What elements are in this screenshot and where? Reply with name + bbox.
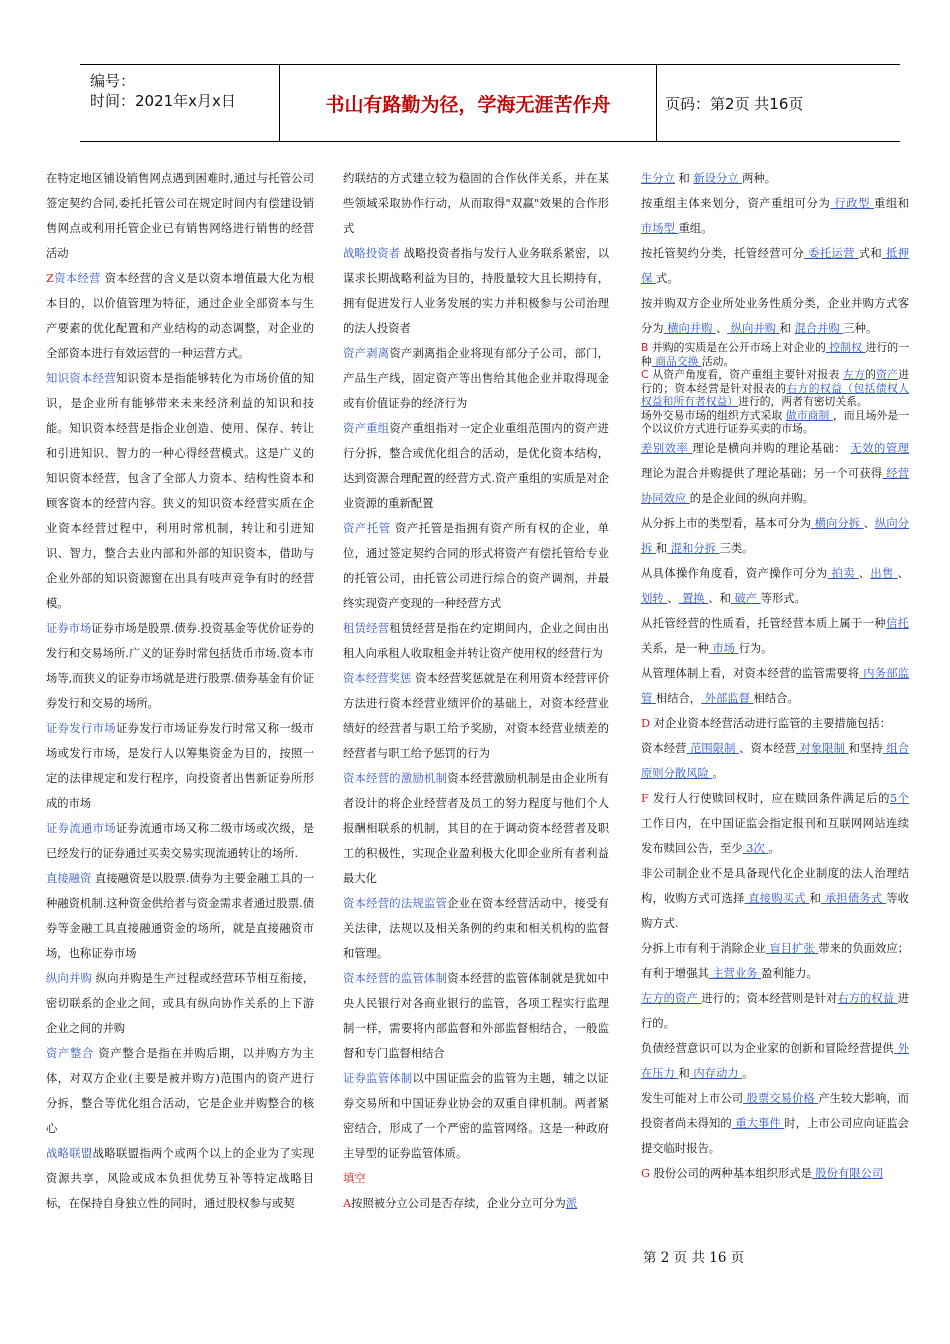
term-title: 资产剥离 (343, 347, 390, 360)
paragraph (46, 166, 314, 266)
term-title: 战略投资者 (343, 247, 401, 260)
question-text: 理论是横向并购的理论基础： (692, 441, 851, 455)
question-text: 和 (655, 541, 668, 555)
definition-text: 在特定地区铺设销售网点遇到困难时,通过与托管公司签定契约合同,委托托管公司在规定时间内有偿建设销售网点或利用托管企业已有销售网络进行销售的经营活动 (46, 172, 314, 260)
term-title: 证券流通市场 (46, 822, 117, 835)
column-left (46, 166, 314, 1216)
fill-in-item (641, 661, 909, 711)
answer-blank: 组合原则分散风险 (641, 741, 909, 780)
term-title: 资本经营 (53, 272, 101, 285)
definition-text: 资产整合是指在并购后期，以并购方为主体，对双方企业(主要是被并购方)范围内的资产进行分拆，整合等优化组合活动，它是企业并购整合的核心 (46, 1047, 314, 1135)
page-header (80, 64, 900, 142)
section-letter: G (641, 1166, 654, 1180)
question-text: 进行的。 (641, 991, 910, 1030)
question-text: 式和 (858, 247, 883, 260)
question-text: 进行的一种 (641, 341, 909, 368)
term-title: 直接融资 (46, 872, 92, 885)
question-text: 从资产角度看，资产重组主要针对报表 (652, 368, 844, 381)
term-title: 战略联盟 (46, 1147, 93, 1160)
question-text: 按托管契约分类，托管经营可分 (641, 247, 805, 260)
term-title: 资产整合 (46, 1047, 95, 1060)
fill-in-item (641, 368, 909, 409)
question-text: 相结合。 (753, 691, 799, 705)
definition-text: 资产剥离指企业将现有部分子公司，部门，产品生产线，固定资产等出售给其他企业并取得现金或有价值证券的经济行为 (343, 347, 609, 410)
question-text: 和 (674, 172, 694, 185)
question-text: 。 (712, 766, 724, 780)
answer-blank: 出售 (870, 566, 898, 580)
definition-text: 以中国证监会的监管为主题，辅之以证券交易所和中国证券业协会的双重自律机制。两者紧密结合，形成了一个严密的监管网络。这是一种政府主导型的证券监管体质。 (343, 1072, 609, 1160)
answer-blank: 横向分拆 (811, 516, 864, 530)
question-text: 、资本经营 (739, 741, 796, 755)
question-text: 关系，是一种 (641, 641, 709, 655)
paragraph (343, 666, 609, 766)
question-text: 行为。 (738, 641, 773, 655)
answer-blank: 委托运营 (804, 247, 859, 260)
term-title: 证券监管体制 (343, 1072, 413, 1085)
section-letter: B (641, 341, 652, 354)
answer-blank: 纵向分拆 (641, 516, 909, 555)
term-title: 资本经营的法规监管 (343, 897, 448, 910)
definition-text: 资本经营奖惩就是在利用资本经营评价方法进行资本经营业绩评价的基础上，对资本经营业绩好的经营者与职工给予奖励，对资本经营业绩差的经营者与职工给予惩罚的行为 (343, 672, 609, 760)
term-title: 证券市场 (46, 622, 92, 635)
paragraph (46, 966, 314, 1041)
question-text: 等收购方式. (641, 891, 909, 930)
answer-blank: 置换 (678, 591, 709, 605)
fill-in-item (641, 241, 909, 291)
answer-blank: 控制权 (825, 341, 866, 354)
fill-in-item (641, 166, 909, 191)
answer-blank: 右方的权益（包括债权人权益和所有者权益） (641, 381, 909, 408)
fill-in-item (641, 511, 909, 561)
section-letter: D (641, 716, 654, 730)
fill-in-item (641, 409, 909, 436)
definition-text: 战略投资者指与发行人业务联系紧密，以谋求长期战略利益为目的，持股量较大且长期持有，拥有促进发行人业务发展的实力并积极参与公司治理的法人投资者 (343, 247, 609, 335)
question-text: 发行人行使赎回权时，应在赎回条件满足后的 (652, 791, 890, 805)
answer-blank: 右方的权益 (837, 991, 898, 1005)
paragraph (343, 966, 609, 1066)
answer-blank: 左方的资产 (641, 991, 702, 1005)
answer-blank: 市场型 (641, 222, 679, 235)
term-title: 纵向并购 (46, 972, 92, 985)
question-text: 产生较大影响，而投资者尚未得知的 (641, 1091, 909, 1130)
paragraph (46, 1041, 314, 1141)
question-text: 相结合， (655, 691, 702, 705)
answer-blank: 无效的管理 (850, 441, 909, 455)
answer-blank: 纵向并购 (727, 322, 780, 335)
fill-in-item (641, 936, 909, 986)
section-heading: 填空 (343, 1172, 366, 1185)
question-text: 进行的；资本经营是针对报表的 (641, 368, 909, 395)
answer-blank: 新设分立 (693, 172, 743, 185)
answer-blank: 内存动力 (689, 1066, 743, 1080)
paragraph (46, 866, 314, 966)
paragraph (343, 516, 609, 616)
fill-in-item (641, 611, 909, 661)
paragraph (343, 1191, 609, 1216)
question-text: 发生可能对上市公司 (641, 1091, 744, 1105)
paragraph (343, 1066, 609, 1166)
fill-in-item (641, 711, 909, 736)
definition-text: 直接融资是以股票.债券为主要金融工具的一种融资机制.这种资金供给者与资金需求者通过股票.债券等金融工具直接融通资金的场所，就是直接融资市场，也称证券市场 (46, 872, 314, 960)
date-label: 时间：2021年x月x日 (90, 92, 236, 110)
answer-blank: 范围限制 (686, 741, 740, 755)
answer-blank: 商品交换 (651, 354, 702, 368)
paragraph (343, 166, 609, 241)
definition-text: 证券市场是股票.债券.投资基金等优价证券的发行和交易场所.广义的证券时常包括货币市场.资本市场等,而狭义的证券市场就是进行股票.债券基金有价证券发行和交易的场所。 (46, 622, 314, 710)
question-text: 负债经营意识可以为企业家的创新和冒险经营提供 (641, 1041, 894, 1055)
question-text: 活动。 (701, 354, 735, 368)
section-letter: Z (46, 272, 54, 285)
question-text: 。 (768, 841, 780, 855)
fill-in-item (641, 341, 909, 368)
question-text: 从管理体制上看，对资本经营的监管需要将 (641, 666, 860, 680)
definition-text: 知识资本是指能够转化为市场价值的知识，是企业所有能够带来未来经济利益的知识和技能。知识资本经营是指企业创造、使用、保存、转让和引进知识、智力的一种心得经营模式。这是广义的知识资本经营，包含了全部人力资本、结构性资本和顾客资本的经营内容。狭义的知识资本经营实质在企业资本经营过程中，利用时常机制，转让和引进知识、智力，整合去业内部和外部的知识资本，借助与企业外部的知识资源窗在出具有吱声竞争有时的经营模。 (46, 372, 314, 610)
section-letter: F (641, 791, 653, 805)
answer-blank: 直接购买式 (744, 891, 810, 905)
question-text: 从分拆上市的类型看，基本可分为 (641, 516, 812, 530)
question-text: 、 (897, 566, 909, 580)
question-text: 场外交易市场的组织方式采取 (641, 408, 786, 422)
question-text: 时，上市公司应向证监会提交临时报告。 (641, 1116, 909, 1155)
definition-text: 资本经营的含义是以资本增值最大化为根本目的，以价值管理为特征，通过企业全部资本与生产要素的优化配置和产业结构的动态调整，对企业的全部资本进行有效运营的一种运营方式。 (46, 272, 314, 360)
answer-blank: 左方 (843, 368, 866, 381)
question-text: 股份公司的两种基本组织形式是 (653, 1166, 812, 1180)
column-right (641, 166, 909, 1186)
paragraph (46, 366, 314, 616)
question-text: 非公司制企业不是具备现代化企业制度的法人治理结构，收购方式可选择 (641, 866, 909, 905)
answer-blank: 外部监督 (701, 691, 754, 705)
question-text: 资本经营 (641, 741, 687, 755)
answer-blank: 承担债务式 (821, 891, 887, 905)
question-text: 和 (809, 891, 822, 905)
definition-text: 证券发行市场证券发行时常又称一级市场或发行市场，是发行人以筹集资金为目的，按照一定的法律规定和发行程序，向投资者出售新证券所形成的市场 (46, 722, 314, 810)
paragraph (343, 416, 609, 516)
answer-blank: 重大事件 (731, 1116, 785, 1130)
question-text: 和坚持 (848, 741, 883, 755)
question-text: 式。 (655, 272, 679, 285)
answer-blank: 盲目扩张 (765, 941, 819, 955)
definition-text: 纵向并购是生产过程或经营环节相互衔接，密切联系的企业之间，或具有纵向协作关系的上下游企业之间的并购 (46, 972, 314, 1035)
definition-text: 资本经营的监管体制就是犹如中央人民银行对各商业银行的监管，各项工程实行监理制一样，需要将内部监督和外部监督相结合，一般监督和专门监督相结合 (343, 972, 609, 1060)
header-motto: 书山有路勤为径，学海无涯苦作舟 (280, 65, 657, 141)
definition-text: 证券流通市场又称二级市场或次级，是已经发行的证券通过买卖交易实现流通转让的场所. (46, 822, 314, 860)
answer-blank: 外在压力 (641, 1041, 909, 1080)
question-text: 从具体操作角度看，资产操作可分为 (641, 566, 828, 580)
paragraph (343, 241, 609, 341)
fill-in-item (641, 786, 909, 861)
question-text: 并购的实质是在公开市场上对企业的 (651, 341, 826, 354)
page-indicator: 页码：第2页 共16页 (665, 94, 804, 113)
question-text: 的 (865, 368, 877, 381)
fill-in-item (641, 436, 909, 511)
question-text: 进行的；资本经营则是针对 (701, 991, 838, 1005)
answer-blank: 抵押保 (641, 247, 910, 285)
paragraph (46, 266, 314, 366)
definition-text: 企业在资本经营活动中，接受有关法律，法规以及相关条例的约束和相关机构的监督和管理。 (343, 897, 609, 960)
paragraph (343, 1166, 609, 1191)
question-text: 三种。 (843, 322, 878, 335)
page-footer: 第 2 页 共 16 页 (643, 1250, 745, 1266)
question-text: 、 (863, 516, 875, 530)
answer-blank: 内务部监管 (641, 666, 909, 705)
definition-text: 租赁经营是指在约定期间内，企业之间由出租人向承租人收取租金并转让资产使用权的经营行为 (343, 622, 609, 660)
fill-in-item (641, 1086, 909, 1161)
answer-blank: 行政型 (830, 197, 875, 210)
answer-blank: 混和分拆 (667, 541, 720, 555)
answer-blank: 派 (565, 1197, 578, 1210)
definition-text: 按照被分立公司是否存续，企业分立可分为 (351, 1197, 566, 1210)
question-text: 和 (779, 322, 795, 335)
paragraph (343, 766, 609, 891)
header-meta (80, 65, 280, 141)
answer-blank: 信托 (886, 616, 909, 630)
paragraph (46, 816, 314, 866)
term-title: 资产托管 (343, 522, 391, 535)
question-text: 。 (742, 1066, 754, 1080)
paragraph (46, 1141, 314, 1216)
question-text: 、和 (708, 591, 731, 605)
question-text: 重组。 (678, 222, 713, 235)
question-text: 理论为混合并购提供了理论基础；另一个可获得 (641, 466, 883, 480)
fill-in-item (641, 986, 909, 1036)
answer-blank: 股票交易价格 (743, 1091, 819, 1105)
answer-blank: 5个 (889, 791, 909, 805)
question-text: 盈利能力。 (761, 966, 818, 980)
definition-text: 约联结的方式建立较为稳固的合作伙伴关系，并在某些领域采取协作行动，从而取得"双赢"效果的合作形式 (343, 172, 609, 235)
fill-in-item (641, 861, 909, 936)
answer-blank: 划转 (641, 591, 668, 605)
fill-in-item (641, 561, 909, 611)
answer-blank: 经营协同效应 (641, 466, 909, 505)
fill-in-item (641, 191, 909, 241)
answer-blank: 资产 (876, 368, 899, 381)
answer-blank: 混合并购 (794, 322, 844, 335)
question-text: 等形式。 (760, 591, 806, 605)
answer-blank: 主营业务 (708, 966, 762, 980)
column-middle (343, 166, 609, 1216)
question-text: 带来的负面效应；有利于增强其 (641, 941, 909, 980)
question-text: 和 (678, 1066, 690, 1080)
answer-blank: 拍卖 (827, 566, 859, 580)
section-letter: C (641, 368, 653, 381)
question-text: 对企业资本经营活动进行监管的主要措施包括： (653, 716, 891, 730)
definition-text: 资本经营激励机制是由企业所有者设计的将企业经营者及员工的努力程度与他们个人报酬相联系的机制，其目的在于调动资本经营者及职工的积极性，实现企业盈利极大化即企业所有者利益最大化 (343, 772, 609, 885)
question-text: ，而且场外是一个以议价方式进行证券买卖的市场。 (641, 408, 910, 435)
answer-blank: 横向并购 (663, 322, 716, 335)
term-title: 租赁经营 (343, 622, 390, 635)
question-text: 、 (667, 591, 679, 605)
term-title: 证券发行市场 (46, 722, 117, 735)
answer-blank: 市场 (708, 641, 739, 655)
paragraph (343, 891, 609, 966)
question-text: 两种。 (742, 172, 777, 185)
paragraph (343, 341, 609, 416)
fill-in-item (641, 291, 909, 341)
question-text: 、 (858, 566, 871, 580)
question-text: 按重组主体来划分，资产重组可分为 (641, 197, 831, 210)
number-label: 编号： (90, 72, 136, 90)
question-text: 三类。 (719, 541, 754, 555)
answer-blank: 做市商制 (785, 408, 833, 422)
paragraph (343, 616, 609, 666)
term-title: 资本经营的监管体制 (343, 972, 448, 985)
question-text: 分拆上市有利于消除企业 (641, 941, 766, 955)
term-title: 资本经营奖惩 (343, 672, 412, 685)
term-title: 知识资本经营 (46, 372, 117, 385)
answer-blank: 股份有限公司 (811, 1166, 884, 1180)
question-text: 从托管经营的性质看，托管经营本质上属于一种 (641, 616, 887, 630)
paragraph (46, 616, 314, 716)
question-text: 重组和 (874, 197, 909, 210)
answer-blank: 对象限制 (795, 741, 849, 755)
question-text: 、 (715, 322, 728, 335)
section-letter: A (343, 1197, 352, 1210)
answer-blank: 生分立 (641, 172, 675, 185)
fill-in-item (641, 1036, 909, 1086)
answer-blank: 差别效率 (641, 441, 693, 455)
fill-in-item (641, 1161, 909, 1186)
question-text: 按并购双方企业所处业务性质分类，企业并购方式客分为 (641, 297, 909, 335)
paragraph (46, 716, 314, 816)
definition-text: 资产重组指对一定企业重组范围内的资产进行分拆，整合或优化组合的活动，是优化资本结构，达到资源合理配置的经营方式.资产重组的实质是对企业资源的重新配置 (343, 422, 609, 510)
question-text: 的是企业间的纵向并购。 (689, 491, 815, 505)
term-title: 资本经营的激励机制 (343, 772, 448, 785)
definition-text: 资产托管是指拥有资产所有权的企业，单位，通过签定契约合同的形式将资产有偿托管给专业的托管公司，由托管公司进行综合的资产调剂，并最终实现资产变现的一种经营方式 (343, 522, 609, 610)
fill-in-item (641, 736, 909, 786)
question-text: 进行的，两者有密切关系。 (738, 395, 868, 408)
answer-blank: 3次 (742, 841, 769, 855)
term-title: 资产重组 (343, 422, 390, 435)
definition-text: 战略联盟指两个或两个以上的企业为了实现资源共享，风险或成本负担优势互补等特定战略目标，在保持自身独立性的同时，通过股权参与或契 (46, 1147, 314, 1210)
answer-blank: 破产 (730, 591, 761, 605)
question-text: 工作日内，在中国证监会指定报刊和互联网网站连续发布赎回公告，至少 (641, 816, 909, 855)
